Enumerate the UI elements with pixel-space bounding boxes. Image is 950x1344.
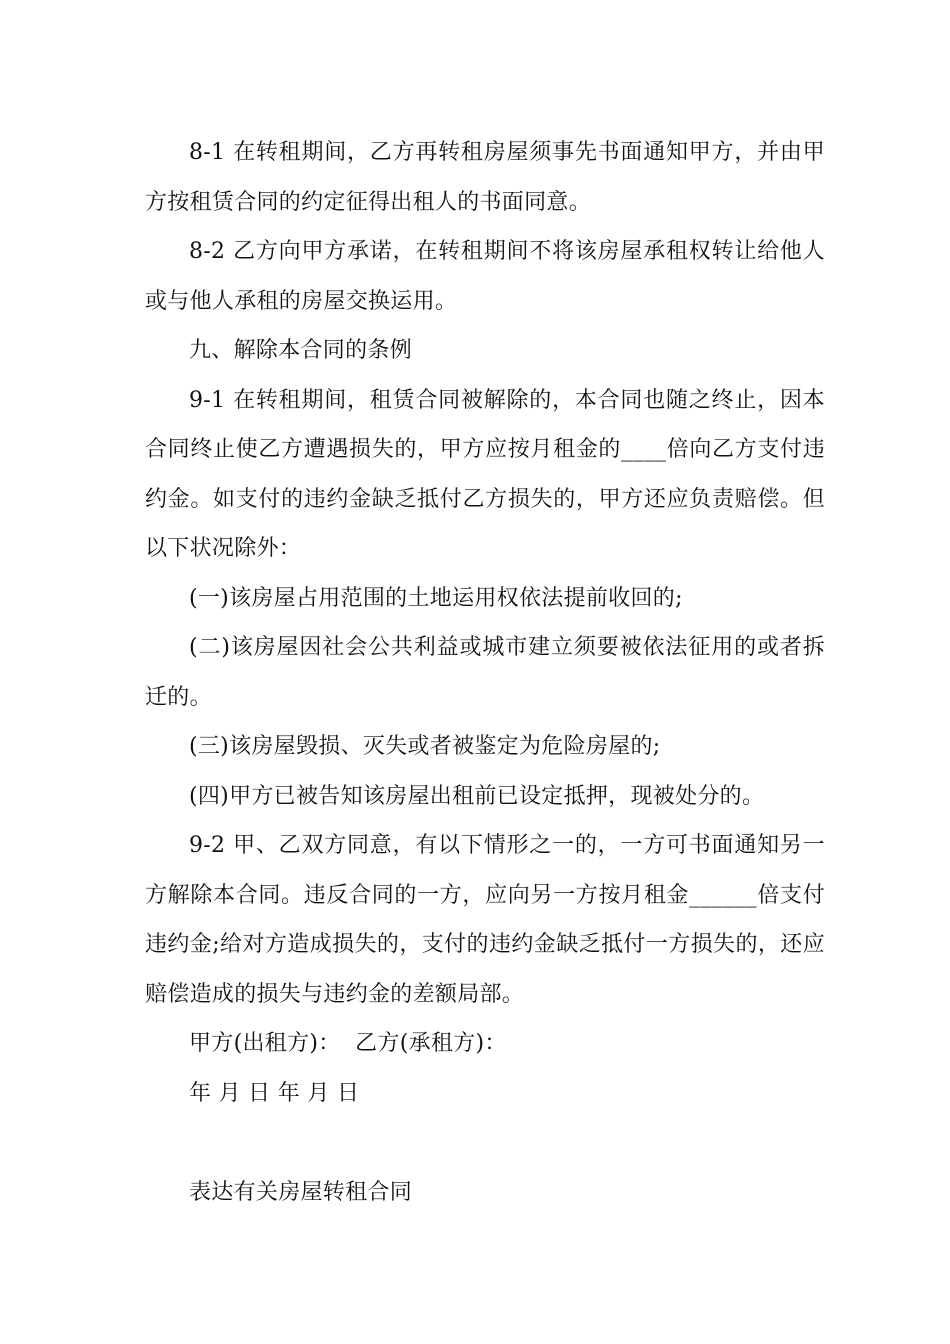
clause-8-1: 8-1 在转租期间，乙方再转租房屋须事先书面通知甲方，并由甲方按租赁合同的约定征得出租人的书面同意。 bbox=[145, 140, 825, 215]
document-body bbox=[145, 128, 825, 1217]
section-heading-9: 九、解除本合同的条例 bbox=[189, 338, 413, 363]
clause-9-1: 9-1 在转租期间，租赁合同被解除的，本合同也随之终止，因本合同终止使乙方遭遇损失的，甲方应按月租金的____倍向乙方支付违约金。如支付的违约金缺乏抵付乙方损失的，甲方还应负责赔偿。但以下状况除外： bbox=[145, 387, 825, 561]
blank-line bbox=[145, 1118, 825, 1168]
signature-dates: 年 月 日 年 月 日 bbox=[189, 1080, 360, 1106]
exception-item-1: (一)该房屋占用范围的土地运用权依法提前收回的; bbox=[189, 585, 683, 611]
exception-item-3: (三)该房屋毁损、灭失或者被鉴定为危险房屋的; bbox=[189, 734, 661, 759]
clause-8-2: 8-2 乙方向甲方承诺，在转租期间不将该房屋承租权转让给他人或与他人承租的房屋交换运用。 bbox=[145, 239, 825, 314]
exception-item-4: (四)甲方已被告知该房屋出租前已设定抵押，现被处分的。 bbox=[189, 783, 765, 809]
next-document-title: 表达有关房屋转租合同 bbox=[189, 1179, 413, 1205]
clause-9-2: 9-2 甲、乙双方同意，有以下情形之一的，一方可书面通知另一方解除本合同。违反合同的一方，应向另一方按月租金______倍支付违约金;给对方造成损失的，支付的违约金缺乏抵付一方损失的，还应赔偿造成的损失与违约金的差额局部。 bbox=[145, 833, 825, 1007]
exception-item-2: (二)该房屋因社会公共利益或城市建立须要被依法征用的或者拆迁的。 bbox=[145, 635, 825, 710]
signature-parties: 甲方(出租方)： 乙方(承租方)： bbox=[189, 1031, 507, 1056]
